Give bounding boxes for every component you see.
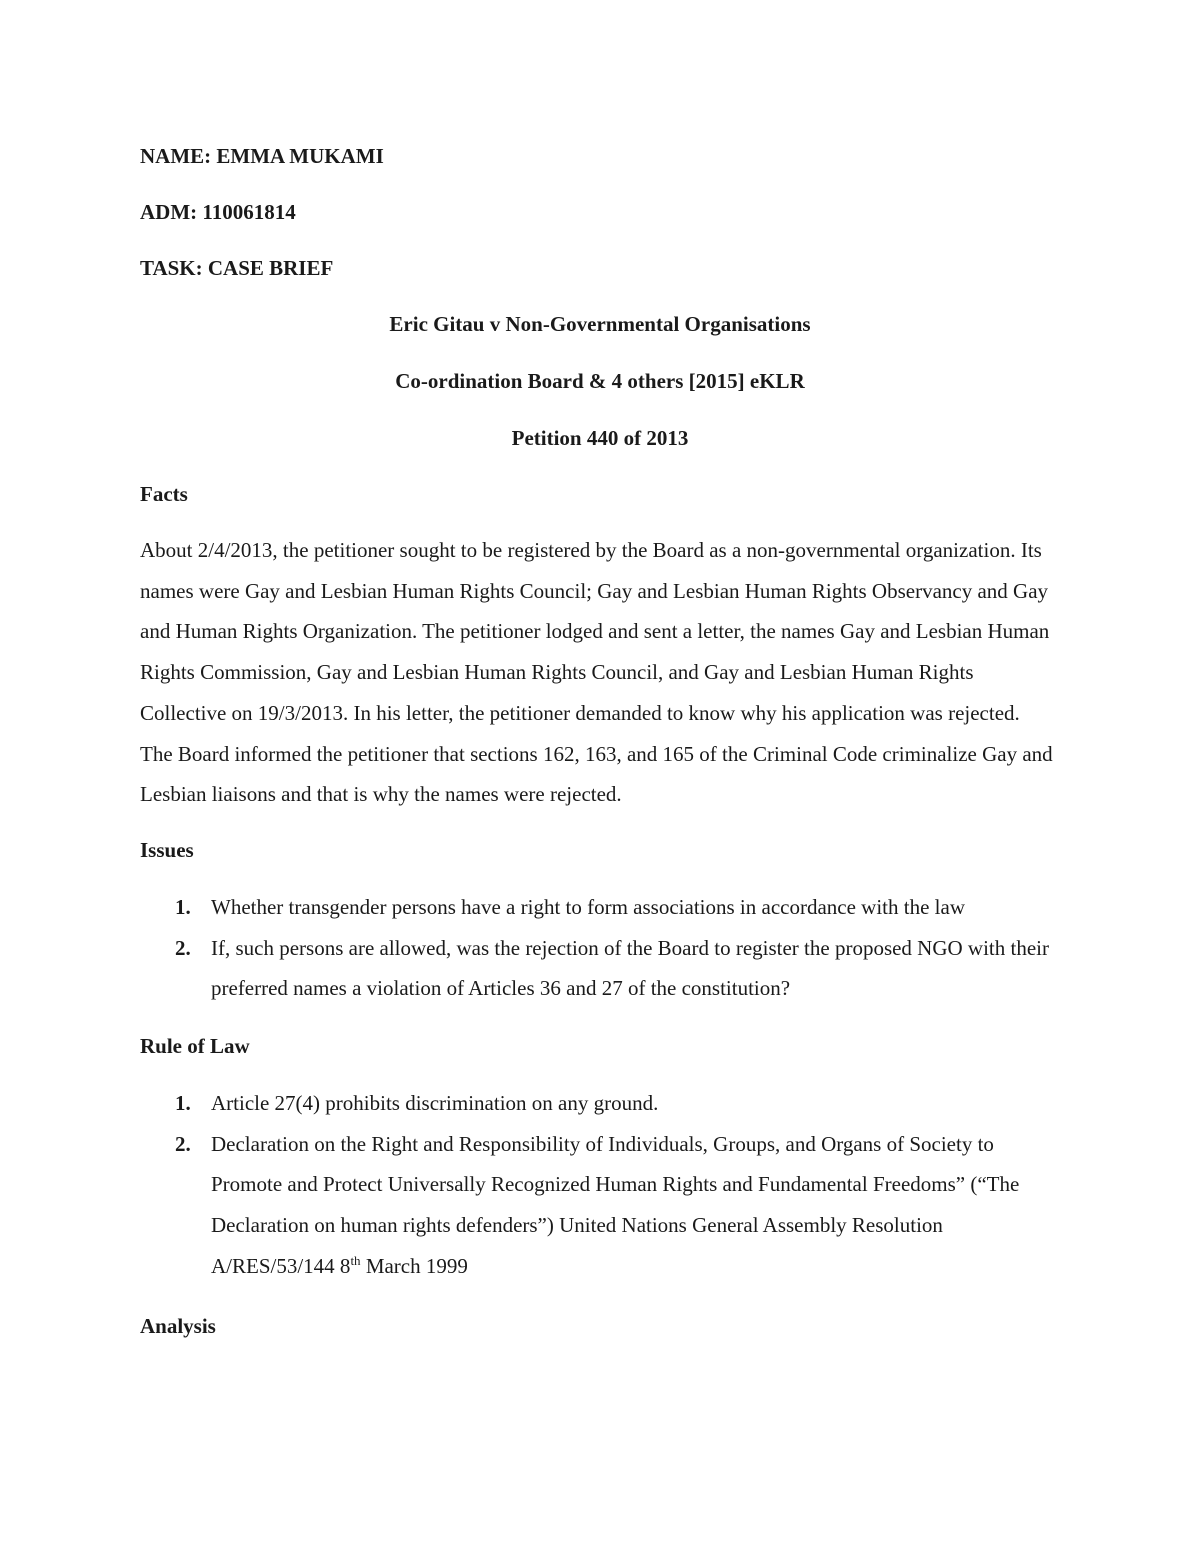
facts-paragraph: About 2/4/2013, the petitioner sought to be registered by the Board as a non-governmental organization. Its names were Gay and Lesbian Human Rights Council; Gay and Lesbian Human Rights Observancy and Gay and Human Rights Organization. The petitioner lodged and sent a letter, the names Gay and Lesbian Human Rights Commission, Gay and Lesbian Human Rights Council, and Gay and Lesbian Human Rights Collective on 19/3/2013. In his letter, the petitioner demanded to know why his application was rejected. The Board informed the petitioner that sections 162, 163, and 165 of the Criminal Code criminalize Gay and Lesbian liaisons and that is why the names were rejected. bbox=[140, 538, 1053, 807]
list-number: 2. bbox=[175, 935, 191, 960]
list-item bbox=[140, 928, 1061, 1009]
task-title: TASK: CASE BRIEF bbox=[140, 256, 334, 280]
list-item bbox=[140, 887, 1061, 928]
admission-number: ADM: 110061814 bbox=[140, 200, 296, 224]
facts-heading: Facts bbox=[140, 482, 188, 506]
student-name: NAME: EMMA MUKAMI bbox=[140, 144, 384, 168]
list-item-text: If, such persons are allowed, was the rejection of the Board to register the proposed NGO with their preferred names a violation of Articles 36 and 27 of the constitution? bbox=[211, 935, 1050, 1001]
ordinal-superscript: th bbox=[350, 1252, 361, 1268]
list-item-text: Article 27(4) prohibits discrimination on any ground. bbox=[211, 1091, 659, 1116]
document-body bbox=[140, 141, 1060, 1341]
analysis-heading: Analysis bbox=[140, 1313, 216, 1338]
list-item-text: Whether transgender persons have a right to form associations in accordance with the law bbox=[211, 894, 965, 919]
list-item-text-end: March 1999 bbox=[360, 1253, 468, 1278]
list-number: 2. bbox=[175, 1131, 191, 1156]
rule-of-law-list bbox=[140, 1083, 1060, 1287]
list-item bbox=[140, 1083, 1061, 1124]
case-title-line-2: Co-ordination Board & 4 others [2015] eKLR bbox=[395, 369, 805, 393]
list-item-text: Declaration on the Right and Responsibility of Individuals, Groups, and Organs of Society to Promote and Protect Universally Recognized Human Rights and Fundamental Freedoms” (“The Declaration on human rights defenders”) United Nations General Assembly Resolution A/RES/53/144 8 bbox=[211, 1131, 1020, 1278]
list-number: 1. bbox=[175, 1091, 191, 1116]
issues-list bbox=[140, 887, 1060, 1009]
case-title-line-1: Eric Gitau v Non-Governmental Organisations bbox=[389, 312, 811, 336]
list-item bbox=[140, 1124, 1061, 1287]
issues-heading: Issues bbox=[140, 837, 194, 862]
rule-of-law-heading: Rule of Law bbox=[140, 1034, 250, 1059]
case-citation: Petition 440 of 2013 bbox=[511, 426, 689, 450]
list-number: 1. bbox=[175, 894, 191, 919]
